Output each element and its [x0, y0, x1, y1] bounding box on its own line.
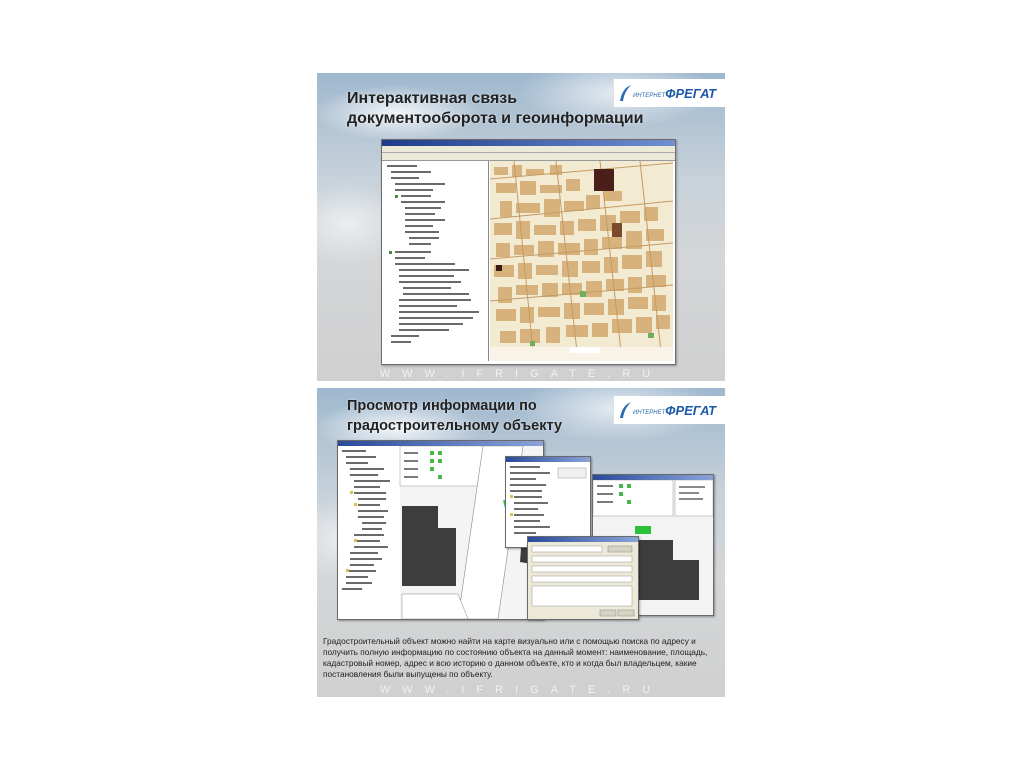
logo-small-text: ИНТЕРНЕТ: [633, 410, 666, 416]
title-line-1: Просмотр информации по: [347, 398, 537, 414]
document-tree-panel: [383, 161, 489, 361]
app-toolbar: [382, 153, 675, 161]
logo-big-text: ФРЕГАТ: [665, 85, 717, 101]
object-card-window: [505, 456, 591, 548]
city-map-view: [490, 161, 673, 361]
object-form-dialog: [527, 536, 639, 620]
gis-app-screenshot: [381, 139, 676, 365]
card-graphic: [506, 462, 590, 547]
site-watermark: WWW.IFRIGATE.RU: [379, 684, 663, 696]
logo-big-text: ФРЕГАТ: [665, 402, 717, 418]
form-graphic: [528, 542, 638, 619]
title-line-1: Интерактивная связь: [347, 90, 518, 107]
slide-description: Градостроительный объект можно найти на карте визуально или с помощью поиска по адресу и получить полную информацию по состоянию объекта на данный момент: наименование, площадь, кадастровый номер, адрес и всю историю о данном объекте, кто и когда был владельцем, какие постановления были выпущены по объекту.: [323, 636, 708, 679]
title-line-2: градостроительному объекту: [347, 418, 563, 434]
swoosh-icon: [618, 83, 632, 103]
slide-geoinformation: [317, 73, 725, 381]
logo-small-text: ИНТЕРНЕТ: [633, 93, 666, 99]
title-line-2: документооборота и геоинформации: [347, 110, 644, 127]
site-watermark: WWW.IFRIGATE.RU: [379, 368, 663, 380]
slide-object-info: [317, 388, 725, 697]
city-map-graphic: [490, 161, 673, 361]
frigate-logo: [613, 79, 725, 107]
app-menubar: [382, 146, 675, 153]
slide-title: [347, 89, 643, 129]
